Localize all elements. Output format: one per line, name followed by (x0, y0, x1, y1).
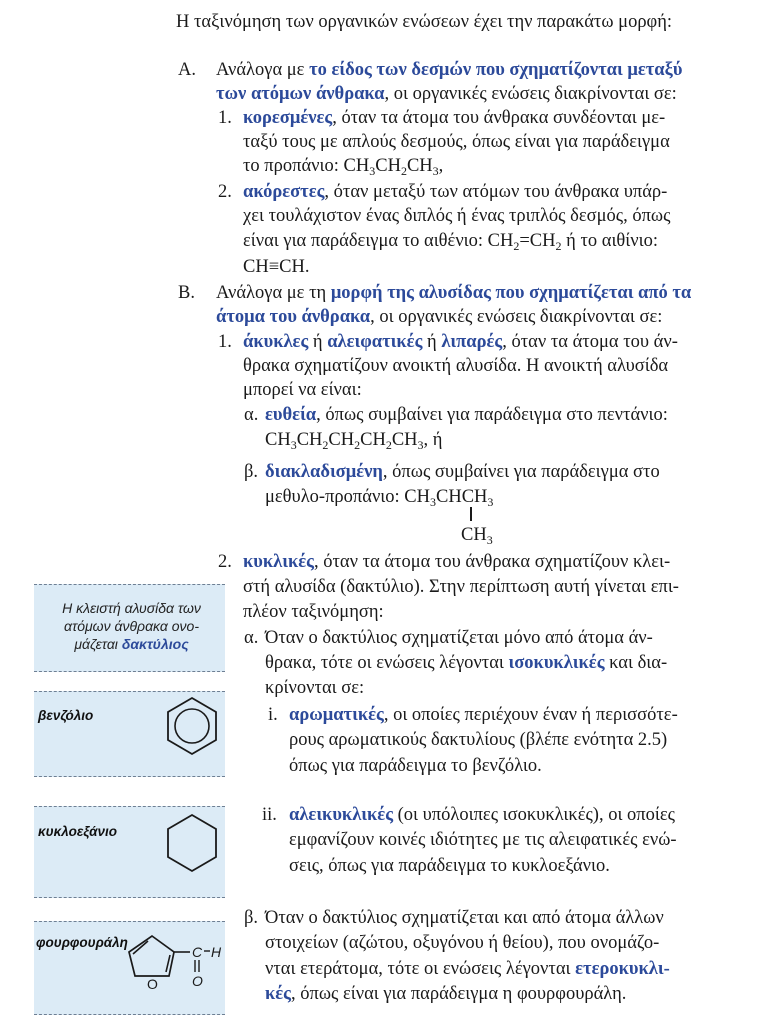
furfural-hydrogen: H (211, 944, 222, 960)
b2b-line1: Όταν ο δακτύλιος σχηματίζεται και από άτομα άλλων (265, 908, 664, 928)
a2-line4: CH≡CH. (243, 257, 310, 277)
b2-num: 2. (218, 552, 232, 572)
b1-line3: μπορεί να είναι: (243, 380, 362, 400)
section-b-line2: άτομα του άνθρακα, οι οργανικές ενώσεις διακρίνονται σε: (216, 307, 663, 327)
b1a-formula: $CH_3CH_2CH_2CH_2CH_3$, ή (265, 430, 443, 452)
b2a-ii-line1: αλεικυκλικές (οι υπόλοιπες ισοκυκλικές), οι οποίες (289, 805, 675, 825)
b2a-line3: κρίνονται σε: (265, 678, 365, 698)
sidebar-note-box (34, 584, 225, 672)
b2a-ii-line2: εμφανίζουν κοινές ιδιότητες με τις αλειφατικές ενώ- (289, 830, 677, 850)
furfural-carbonyl-oxygen: O (192, 973, 203, 989)
cyclohexane-box (34, 806, 225, 898)
b2a-line1: Όταν ο δακτύλιος σχηματίζεται μόνο από άτομα άν- (265, 628, 653, 648)
b2a-ii-marker: ii. (262, 805, 277, 825)
b1-num: 1. (218, 332, 232, 352)
cyclohexane-label: κυκλοεξάνιο (38, 824, 117, 839)
cyclohexane-structure (34, 807, 225, 897)
section-b-marker: Β. (178, 283, 195, 303)
b2b-line2: στοιχείων (αζώτου, οξυγόνου ή θείου), που ονομάζο- (265, 933, 660, 953)
section-a-line2: των ατόμων άνθρακα, οι οργανικές ενώσεις διακρίνονται σε: (216, 84, 677, 104)
b1b-line1: διακλαδισμένη, όπως συμβαίνει για παράδειγμα στο (265, 462, 660, 482)
a1-line1: κορεσμένες, όταν τα άτομα του άνθρακα συνδέονται με- (243, 108, 666, 128)
a2-line3: είναι για παράδειγμα το αιθένιο: $CH_2=CH_2$ ή το αιθίνιο: (243, 231, 658, 253)
b1a-line1: ευθεία, όπως συμβαίνει για παράδειγμα στο πεντάνιο: (265, 405, 668, 425)
branch-bond (470, 507, 472, 521)
b2a-line2: θρακα, τότε οι ενώσεις λέγονται ισοκυκλικές και δια- (265, 653, 668, 673)
furfural-ring-oxygen: O (147, 976, 158, 992)
benzene-box (34, 691, 225, 777)
b2-line1: κυκλικές, όταν τα άτομα του άνθρακα σχηματίζουν κλει- (243, 552, 671, 572)
b2a-i-marker: i. (268, 705, 278, 725)
section-b-line1: Ανάλογα με τη μορφή της αλυσίδας που σχηματίζεται από τα (216, 283, 692, 303)
section-a-line1: Ανάλογα με το είδος των δεσμών που σχηματίζονται μεταξύ (216, 60, 683, 80)
section-a-marker: Α. (178, 60, 196, 80)
furfural-carbon: C (192, 944, 203, 960)
a2-line1: ακόρεστες, όταν μεταξύ των ατόμων του άνθρακα υπάρ- (243, 182, 668, 202)
b2a-ii-line3: σεις, όπως για παράδειγμα το κυκλοεξάνιο. (289, 856, 610, 876)
a2-line2: χει τουλάχιστον ένας διπλός ή ένας τριπλός δεσμός, όπως (243, 206, 671, 226)
a1-num: 1. (218, 108, 232, 128)
b1a-marker: α. (244, 405, 259, 425)
furfural-box (34, 921, 225, 1015)
a1-line3: το προπάνιο: $CH_3CH_2CH_3$, (243, 156, 444, 178)
sidebar-note: Η κλειστή αλυσίδα των ατόμων άνθρακα ονο- μάζεται δακτύλιος (62, 600, 201, 652)
b2b-line3: νται ετεράτομα, τότε οι ενώσεις λέγονται ετεροκυκλι- (265, 959, 670, 979)
b2a-i-line2: ρους αρωματικούς δακτυλίους (βλέπε ενότητα 2.5) (289, 730, 668, 750)
benzene-label: βενζόλιο (38, 708, 94, 723)
branch-methyl: $CH_3$ (461, 525, 493, 547)
b1b-marker: β. (244, 462, 259, 482)
b2b-line4: κές, όπως είναι για παράδειγμα η φουρφουράλη. (265, 984, 627, 1004)
b1b-line2: μεθυλο-προπάνιο: $CH_3CHCH_3$ (265, 487, 494, 509)
b1-line1: άκυκλες ή αλειφατικές ή λιπαρές, όταν τα άτομα του άν- (243, 332, 678, 352)
b2a-i-line1: αρωματικές, οι οποίες περιέχουν έναν ή περισσότε- (289, 705, 678, 725)
intro-text: Η ταξινόμηση των οργανικών ενώσεων έχει την παρακάτω μορφή: (176, 12, 673, 32)
a2-num: 2. (218, 182, 232, 202)
b2a-i-line3: όπως για παράδειγμα το βενζόλιο. (289, 756, 542, 776)
b2-line3: πλέον ταξινόμηση: (243, 602, 384, 622)
a1-line2: ταξύ τους με απλούς δεσμούς, όπως είναι για παράδειγμα (243, 132, 670, 152)
b2b-marker: β. (244, 908, 259, 928)
furfural-structure (34, 922, 225, 1014)
b1-line2: θρακα σχηματίζουν ανοικτή αλυσίδα. Η ανοικτή αλυσίδα (243, 356, 669, 376)
b2-line2: στή αλυσίδα (δακτύλιο). Στην περίπτωση αυτή γίνεται επι- (243, 577, 679, 597)
furfural-label: φουρφουράλη (36, 935, 128, 950)
benzene-structure (34, 692, 225, 776)
b2a-marker: α. (244, 628, 259, 648)
